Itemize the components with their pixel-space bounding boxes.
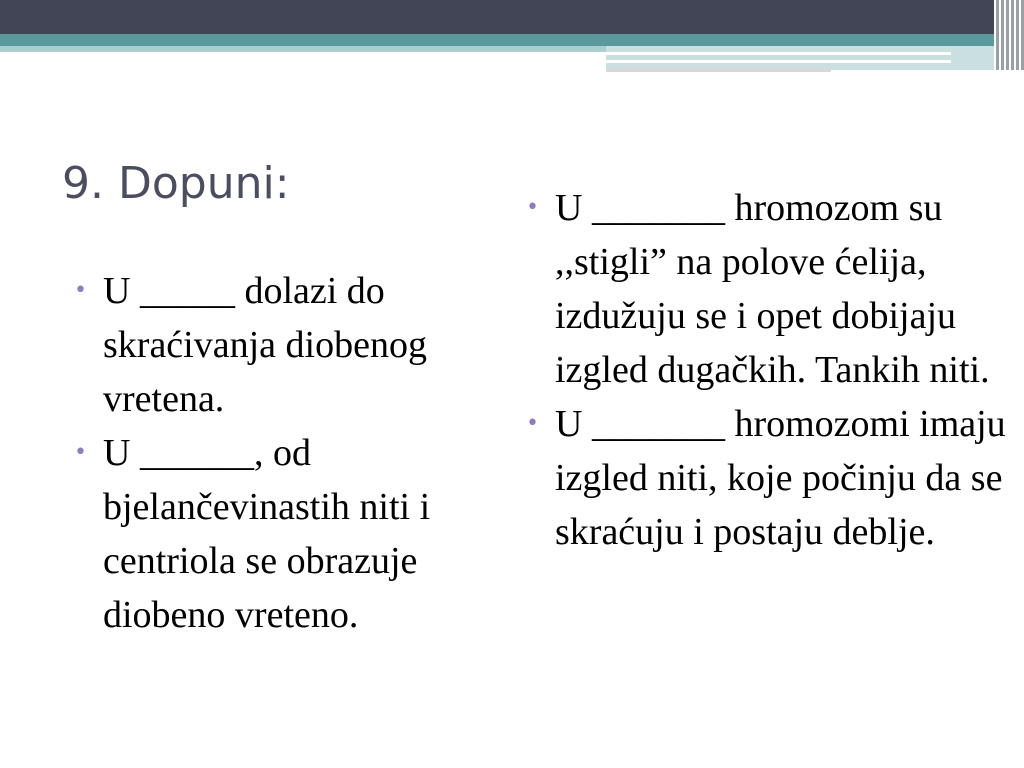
header-accent-underline: [606, 68, 831, 72]
header-bar-teal: [0, 34, 1024, 46]
right-bullet-list: [526, 181, 1021, 559]
list-item: [74, 426, 494, 642]
slide-title: 9. Dopuni:: [62, 158, 290, 209]
list-item: [74, 264, 494, 426]
list-item-text: U ______, od bjelančevinastih niti i centriola se obrazuje diobeno vreteno.: [103, 432, 431, 636]
bullet-icon: •: [74, 278, 87, 303]
list-item-text: U _______ hromozom su ,,stigli” na polove ćelija, izdužuju se i opet dobijaju izgled dugačkih. Tankih niti.: [555, 187, 990, 391]
bullet-icon: •: [526, 195, 539, 220]
header-bar-dark: [0, 0, 1024, 34]
header-accent-line: [606, 60, 951, 63]
header-stripes: [994, 0, 1024, 70]
bullet-icon: •: [526, 411, 539, 436]
bullet-icon: •: [74, 440, 87, 465]
list-item-text: U _____ dolazi do skraćivanja diobenog vretena.: [103, 270, 427, 420]
list-item-text: U _______ hromozomi imaju izgled niti, koje počinju da se skraćuju i postaju deblje.: [555, 403, 1006, 553]
left-bullet-list: [74, 264, 494, 642]
list-item: [526, 397, 1021, 559]
list-item: [526, 181, 1021, 397]
header-bar-teal-light: [0, 46, 610, 52]
header-accent-line: [606, 52, 951, 55]
header-accent-block: [606, 46, 1024, 70]
